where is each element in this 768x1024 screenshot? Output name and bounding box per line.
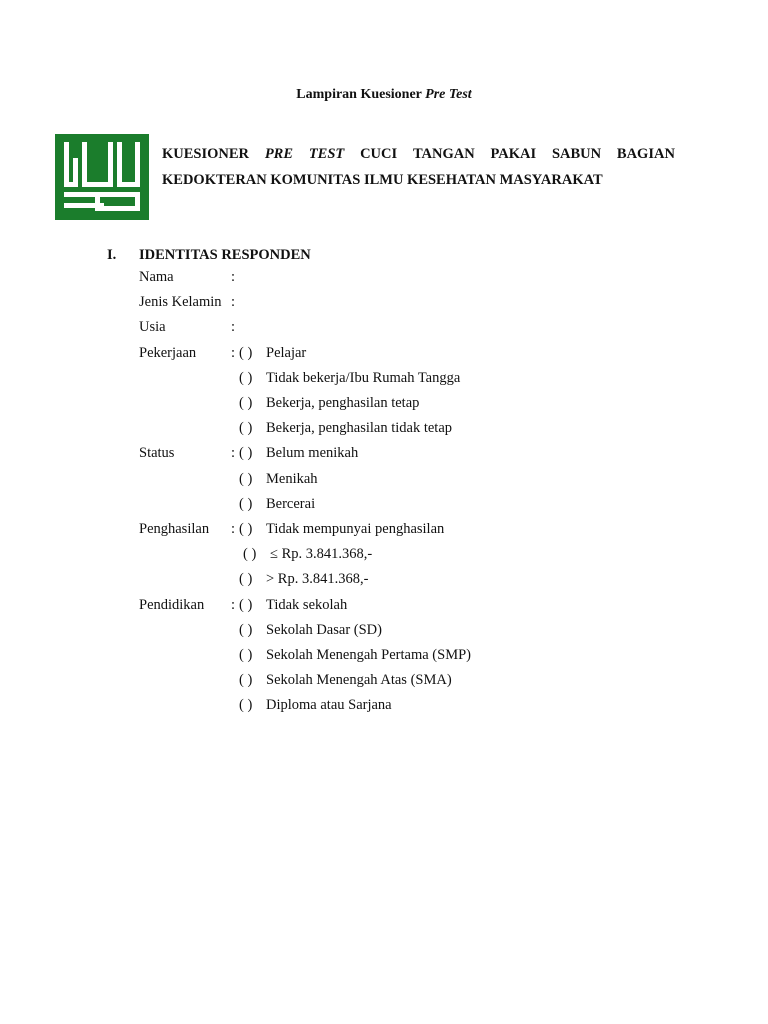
option-checkbox[interactable]: ( )	[239, 345, 253, 361]
field-label: Usia	[139, 319, 166, 335]
page-heading	[0, 87, 768, 103]
option-checkbox[interactable]: ( )	[239, 496, 253, 512]
field-colon: :	[231, 269, 236, 285]
field-colon: :	[231, 521, 236, 537]
title-line-1	[162, 141, 675, 167]
option-checkbox[interactable]: ( )	[239, 622, 253, 638]
title-word: CUCI	[360, 146, 398, 162]
field-label: Penghasilan	[139, 521, 210, 537]
field-colon: :	[231, 319, 236, 335]
option-checkbox[interactable]: ( )	[239, 395, 253, 411]
option-label: Sekolah Menengah Pertama (SMP)	[266, 647, 471, 663]
title-word: TEST	[308, 146, 345, 162]
option-checkbox[interactable]: ( )	[239, 672, 253, 688]
option-label: Tidak sekolah	[266, 597, 348, 613]
title-word: SABUN	[551, 146, 602, 162]
logo-shapes	[55, 134, 149, 220]
title-word: TANGAN	[412, 146, 475, 162]
heading-prefix: Lampiran Kuesioner	[296, 87, 422, 102]
option-label: Bekerja, penghasilan tidak tetap	[266, 420, 453, 436]
option-checkbox[interactable]: ( )	[239, 597, 253, 613]
title-line-2: KEDOKTERAN KOMUNITAS ILMU KESEHATAN MASYARAKAT	[162, 172, 603, 188]
field-label: Nama	[139, 269, 174, 285]
title-word: PRE	[264, 146, 294, 162]
field-label: Pekerjaan	[139, 345, 197, 361]
option-checkbox[interactable]: ( )	[239, 521, 253, 537]
option-label: Sekolah Menengah Atas (SMA)	[266, 672, 452, 688]
section-title: IDENTITAS RESPONDEN	[139, 247, 311, 263]
institution-logo-icon	[55, 134, 149, 220]
option-checkbox[interactable]: ( )	[239, 647, 253, 663]
field-label: Jenis Kelamin	[139, 294, 222, 310]
title-word: BAGIAN	[616, 146, 675, 162]
option-label: Tidak bekerja/Ibu Rumah Tangga	[266, 370, 461, 386]
option-checkbox[interactable]: ( )	[243, 546, 257, 562]
field-colon: :	[231, 294, 236, 310]
option-checkbox[interactable]: ( )	[239, 697, 253, 713]
option-label: Bekerja, penghasilan tetap	[266, 395, 420, 411]
option-label: Sekolah Dasar (SD)	[266, 622, 382, 638]
option-label: Belum menikah	[266, 445, 359, 461]
option-label: Diploma atau Sarjana	[266, 697, 392, 713]
option-checkbox[interactable]: ( )	[239, 420, 253, 436]
questionnaire-title	[162, 141, 675, 193]
field-label: Pendidikan	[139, 597, 205, 613]
title-word: KUESIONER	[162, 146, 250, 162]
option-label: > Rp. 3.841.368,-	[266, 571, 369, 587]
heading-italic: Pre Test	[425, 87, 472, 102]
field-colon: :	[231, 597, 236, 613]
option-checkbox[interactable]: ( )	[239, 445, 253, 461]
option-checkbox[interactable]: ( )	[239, 370, 253, 386]
field-colon: :	[231, 345, 236, 361]
option-label: Menikah	[266, 471, 318, 487]
field-label: Status	[139, 445, 175, 461]
title-word: PAKAI	[490, 146, 537, 162]
option-checkbox[interactable]: ( )	[239, 571, 253, 587]
section-number: I.	[107, 247, 117, 263]
option-label: Pelajar	[266, 345, 307, 361]
option-label: ≤ Rp. 3.841.368,-	[270, 546, 373, 562]
option-label: Tidak mempunyai penghasilan	[266, 521, 445, 537]
option-checkbox[interactable]: ( )	[239, 471, 253, 487]
option-label: Bercerai	[266, 496, 316, 512]
field-colon: :	[231, 445, 236, 461]
